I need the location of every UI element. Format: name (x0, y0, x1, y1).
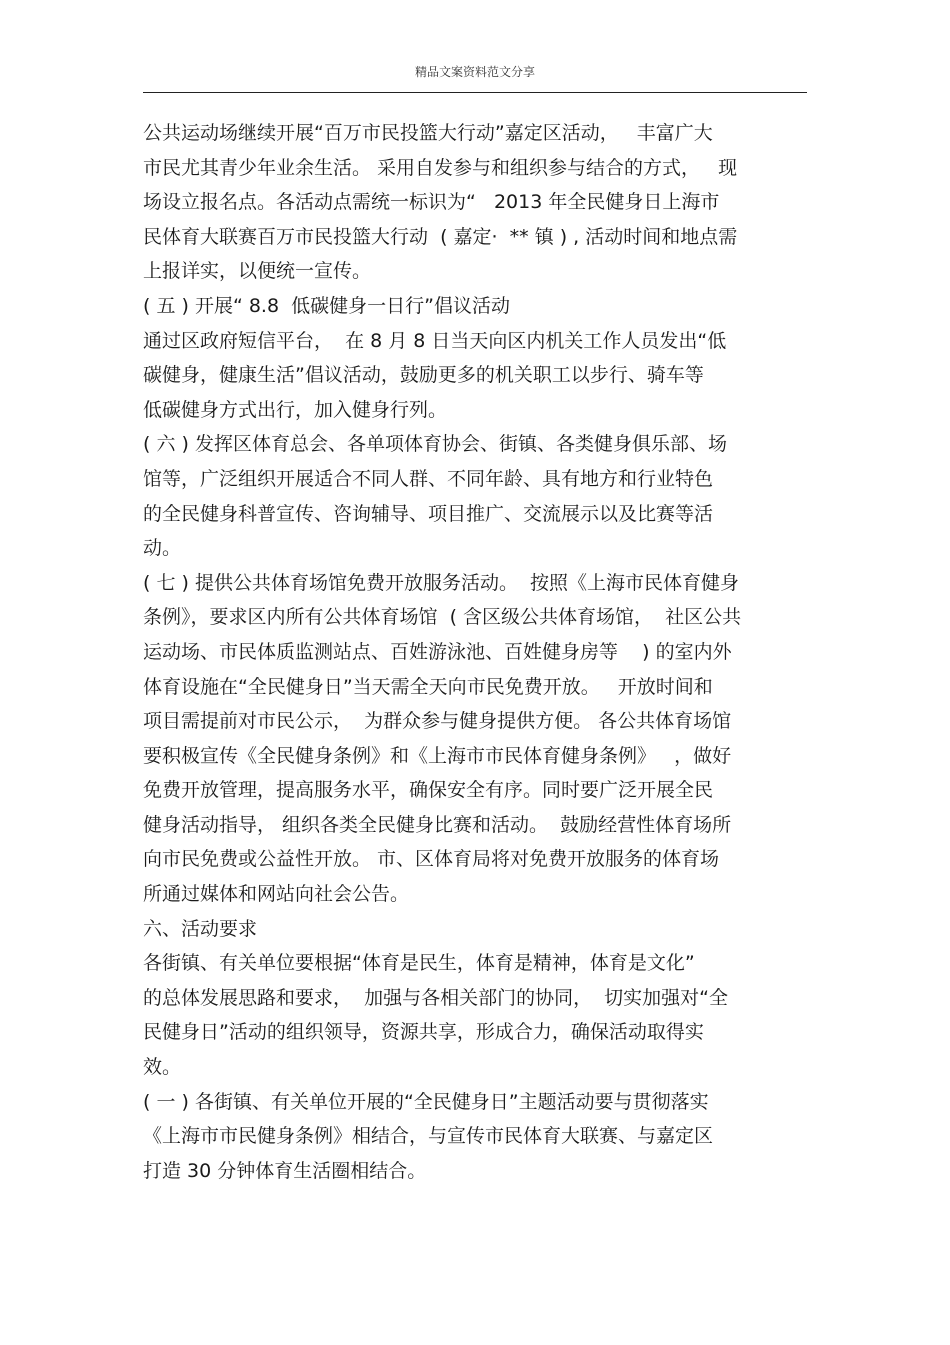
text-line: 动。 (143, 537, 182, 560)
text-line: 向市民免费或公益性开放。 市、区体育局将对免费开放服务的体育场 (143, 848, 720, 871)
text-line: 场设立报名点。各活动点需统一标识为“ 2013 年全民健身日上海市 (143, 191, 720, 214)
section-heading: ( 五 ) 开展“ 8.8 低碳健身一日行”倡议活动 (143, 294, 510, 317)
text-line: 的总体发展思路和要求， 加强与各相关部门的协同， 切实加强对“全 (143, 986, 729, 1009)
text-line: 通过区政府短信平台， 在 8 月 8 日当天向区内机关工作人员发出“低 (143, 329, 727, 352)
text-line: 条例》，要求区内所有公共体育场馆 ( 含区级公共体育场馆， 社区公共 (143, 606, 742, 629)
text-line: 市民尤其青少年业余生活。 采用自发参与和组织参与结合的方式， 现 (143, 156, 738, 179)
text-line: 体育设施在“全民健身日”当天需全天向市民免费开放。 开放时间和 (143, 675, 713, 698)
text-line: 各街镇、有关单位要根据“体育是民生，体育是精神，体育是文化” (143, 952, 695, 975)
page-header: 精品文案资料范文分享 (414, 65, 535, 79)
text-line: 所通过媒体和网站向社会公告。 (143, 883, 410, 906)
text-line: 的全民健身科普宣传、咨询辅导、项目推广、交流展示以及比赛等活 (143, 502, 714, 525)
text-line: 免费开放管理，提高服务水平，确保安全有序。同时要广泛开展全民 (143, 779, 714, 802)
text-line: 打造 30 分钟体育生活圈相结合。 (143, 1159, 427, 1182)
text-line: ( 七 ) 提供公共体育场馆免费开放服务活动。 按照《上海市民体育健身 (143, 571, 740, 594)
text-line: 《上海市市民健身条例》相结合，与宣传市民体育大联赛、与嘉定区 (143, 1125, 714, 1148)
text-line: 碳健身，健康生活”倡议活动，鼓励更多的机关职工以步行、骑车等 (143, 364, 704, 387)
text-line: ( 一 ) 各街镇、有关单位开展的“全民健身日”主题活动要与贯彻落实 (143, 1090, 709, 1113)
text-line: 项目需提前对市民公示， 为群众参与健身提供方便。 各公共体育场馆 (143, 710, 732, 733)
text-line: 公共运动场继续开展“百万市民投篮大行动”嘉定区活动， 丰富广大 (143, 122, 713, 144)
text-line: 要积极宣传《全民健身条例》和《上海市市民体育健身条例》 ，做好 (143, 744, 732, 767)
text-line: 上报详实，以便统一宣传。 (143, 260, 372, 283)
text-line: ( 六 ) 发挥区体育总会、各单项体育协会、街镇、各类健身俱乐部、场 (143, 433, 727, 456)
text-line: 民体育大联赛百万市民投篮大行动 ( 嘉定· ** 镇 ) , 活动时间和地点需 (143, 225, 738, 248)
header-divider (143, 92, 807, 93)
text-line: 效。 (143, 1056, 182, 1079)
text-line: 馆等，广泛组织开展适合不同人群、不同年龄、具有地方和行业特色 (143, 467, 714, 490)
text-line: 健身活动指导， 组织各类全民健身比赛和活动。 鼓励经营性体育场所 (143, 813, 732, 836)
text-line: 民健身日”活动的组织领导，资源共享，形成合力，确保活动取得实 (143, 1021, 704, 1044)
text-line: 低碳健身方式出行，加入健身行列。 (143, 398, 448, 421)
text-line: 运动场、市民体质监测站点、百姓游泳池、百姓健身房等 ) 的室内外 (143, 640, 732, 663)
document-body (143, 116, 813, 1188)
section-heading: 六、活动要求 (143, 917, 258, 940)
